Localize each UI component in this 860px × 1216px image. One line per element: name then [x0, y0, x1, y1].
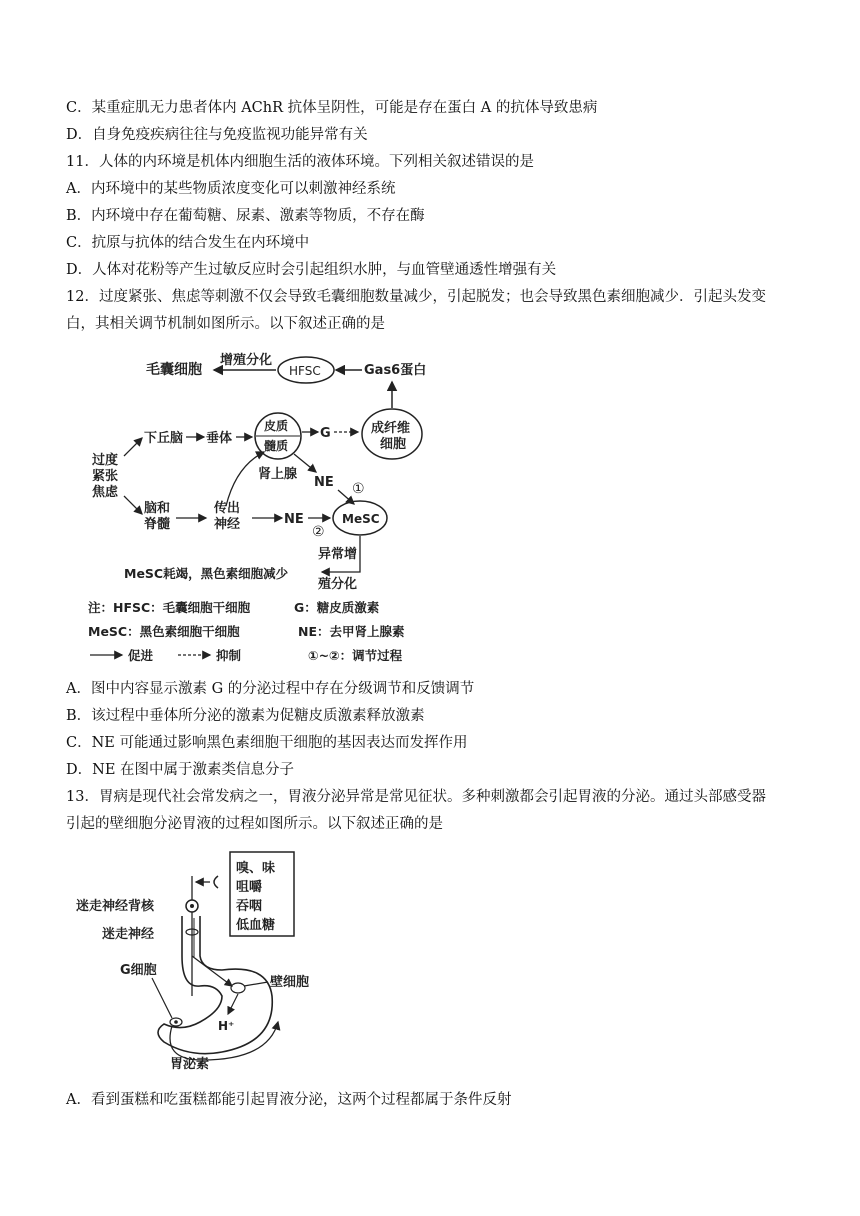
q11-stem: 11．人体的内环境是机体内细胞生活的液体环境。下列相关叙述错误的是 — [66, 154, 534, 170]
abnormal-label-1: 异常增 — [318, 547, 358, 562]
stress-label-2: 紧张 — [92, 469, 119, 484]
mesc-label: MeSC — [342, 512, 380, 526]
q13-gastric-diagram — [72, 846, 332, 1071]
q13-option-a: A．看到蛋糕和吃蛋糕都能引起胃液分泌，这两个过程都属于条件反射 — [66, 1092, 512, 1108]
note-1a: 注：HFSC：毛囊细胞干细胞 — [88, 600, 251, 615]
arrow-medulla-to-ne — [294, 454, 316, 472]
stress-label-3: 焦虑 — [92, 485, 119, 500]
adrenal-label: 肾上腺 — [258, 467, 298, 482]
q10-option-c: C．某重症肌无力患者体内 AChR 抗体呈阴性，可能是存在蛋白 A 的抗体导致患病 — [66, 100, 598, 116]
pituitary-label: 垂体 — [206, 431, 233, 446]
arrow-stress-to-brain — [124, 496, 142, 514]
hfsc-label: HFSC — [289, 364, 321, 378]
gas6-label: Gas6蛋白 — [364, 363, 427, 378]
q12-option-a: A．图中内容显示激素 G 的分泌过程中存在分级调节和反馈调节 — [66, 681, 475, 697]
proliferation-label: 增殖分化 — [220, 353, 273, 368]
brain-label-1: 脑和 — [144, 501, 171, 516]
h-ion-label: H⁺ — [218, 1019, 235, 1033]
receptor-mark — [214, 876, 218, 888]
q12-stem-line2: 白，其相关调节机制如图所示。以下叙述正确的是 — [66, 316, 385, 332]
stress-label-1: 过度 — [92, 453, 119, 468]
efferent-label-2: 神经 — [214, 517, 241, 532]
process-1-label: ① — [352, 481, 365, 497]
note-3a: 促进 — [128, 648, 154, 663]
abnormal-label-2: 殖分化 — [318, 577, 358, 592]
stimulus-1: 嗅、味 — [236, 861, 276, 876]
note-1b: G：糖皮质激素 — [294, 600, 380, 615]
medulla-label: 髓质 — [264, 439, 289, 453]
parietal-cell-label: 壁细胞 — [270, 975, 310, 990]
ne-top-label: NE — [314, 475, 334, 490]
q11-option-a: A．内环境中的某些物质浓度变化可以刺激神经系统 — [66, 181, 396, 197]
parietal-cell-node — [231, 983, 245, 993]
stimulus-4: 低血糖 — [236, 918, 276, 933]
q12-stem-line1: 12．过度紧张、焦虑等刺激不仅会导致毛囊细胞数量减少，引起脱发；也会导致黑色素细胞减少．引起头发变 — [66, 289, 766, 305]
q12-option-d: D．NE 在图中属于激素类信息分子 — [66, 762, 295, 778]
efferent-label-1: 传出 — [214, 501, 241, 516]
q10-option-d: D．自身免疫疾病往往与免疫监视功能异常有关 — [66, 127, 368, 143]
stimulus-2: 咀嚼 — [236, 880, 263, 895]
q11-option-b: B．内环境中存在葡萄糖、尿素、激素等物质，不存在酶 — [66, 208, 425, 224]
fibroblast-label-1: 成纤维 — [371, 421, 411, 436]
exhaustion-label: MeSC耗竭，黑色素细胞减少 — [124, 566, 289, 581]
vagus-nerve-label: 迷走神经 — [102, 927, 155, 942]
g-cell-label: G细胞 — [120, 963, 157, 978]
brain-label-2: 脊髓 — [144, 517, 171, 532]
q12-regulation-diagram — [86, 346, 446, 666]
hypothalamus-label: 下丘脑 — [144, 431, 184, 446]
vagus-nucleus-label: 迷走神经背核 — [76, 899, 155, 914]
gastrin-label: 胃泌素 — [170, 1057, 210, 1071]
q11-option-d: D．人体对花粉等产生过敏反应时会引起组织水肿，与血管壁通透性增强有关 — [66, 262, 557, 278]
q11-option-c: C．抗原与抗体的结合发生在内环境中 — [66, 235, 310, 251]
note-2a: MeSC：黑色素细胞干细胞 — [88, 624, 240, 639]
g-label: G — [320, 426, 331, 441]
process-2-label: ② — [312, 524, 325, 540]
cortex-label: 皮质 — [264, 419, 289, 433]
note-3b: 抑制 — [216, 648, 242, 663]
q12-option-b: B．该过程中垂体所分泌的激素为促糖皮质激素释放激素 — [66, 708, 425, 724]
hair-cell-label: 毛囊细胞 — [146, 362, 202, 378]
q13-stem-line2: 引起的壁细胞分泌胃液的过程如图所示。以下叙述正确的是 — [66, 816, 443, 832]
note-3c: ①~②：调节过程 — [308, 648, 403, 663]
ne-mid-label: NE — [284, 512, 304, 527]
q12-option-c: C．NE 可能通过影响黑色素细胞干细胞的基因表达而发挥作用 — [66, 735, 468, 751]
q13-stem-line1: 13．胃病是现代社会常发病之一，胃液分泌异常是常见征状。多种刺激都会引起胃液的分泌。通过头部感受器 — [66, 789, 766, 805]
stimulus-3: 吞咽 — [236, 899, 263, 914]
arrow-stress-to-hypothalamus — [124, 438, 142, 456]
note-2b: NE：去甲肾上腺素 — [298, 624, 405, 639]
fibroblast-label-2: 细胞 — [380, 437, 407, 452]
